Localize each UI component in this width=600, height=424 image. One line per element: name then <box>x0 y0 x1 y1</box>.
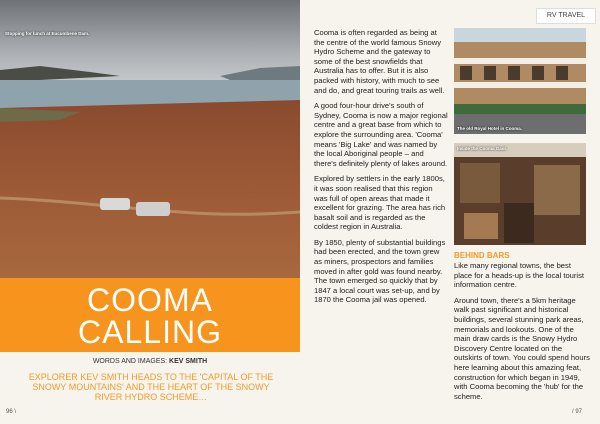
paragraph: A good four-hour drive's south of Sydney, Cooma is now a major regional centre and a great base from which to explore the surrounding area. 'Cooma' means 'Big Lake' and was named by the local Aboriginal people – and there's definitely plenty of lakes around. <box>314 101 448 168</box>
byline-label: WORDS AND IMAGES: <box>92 358 170 365</box>
hotel-illustration <box>454 28 586 134</box>
page-number-left: 96 \ <box>6 409 17 415</box>
byline <box>0 358 300 365</box>
vehicle-1 <box>100 198 130 210</box>
paragraph: Explored by settlers in the early 1800s, it was soon realised that this region was full of open areas that made it excellent for grazing. The area has rich basalt soil and is regarded as the coldest region in Australia. <box>314 174 446 232</box>
paragraph: Like many regional towns, the best place for a heads-up is the local tourist information centre. <box>454 261 585 290</box>
paragraph: Around town, there's a 5km heritage walk past significant and historical buildings, several stunning park areas, memorials and lookouts. One of the main draw cards is the Snowy Hydro Discovery Centre located on the outskirts of town. You could spend hours here learning about this amazing feat, construction for which began in 1949, with Cooma becoming the 'hub' for the scheme. <box>454 295 590 401</box>
royal-hotel-photo <box>454 28 586 134</box>
standfirst: EXPLORER KEV SMITH HEADS TO THE 'CAPITAL OF THE SNOWY MOUNTAINS' AND THE HEART OF THE SNOWY RIVER HYDRO SCHEME… <box>28 372 274 402</box>
page-number-right: / 97 <box>572 409 583 415</box>
gaol-interior-photo <box>454 143 586 245</box>
byline-author: KEV SMITH <box>169 358 208 365</box>
section-heading: BEHIND BARS <box>454 251 510 260</box>
section-tag: RV TRAVEL <box>536 8 596 24</box>
title-line-2: CALLING <box>78 314 222 350</box>
paragraph: By 1850, plenty of substantial buildings had been erected, and the town grew as miners, prospectors and families moved in after gold was found nearby. The town emerged so quickly that by 1847 a local court was set-up, and by 1870 the Cooma jail was opened. <box>314 237 446 305</box>
paragraph: Cooma is often regarded as being at the centre of the world famous Snowy Hydro Scheme and the gateway to some of the best snowfields that Australia has to offer. But it is also packed with history, with much to see and do, and great touring trails as well. <box>314 28 445 95</box>
hotel-caption: The old Royal Hotel in Cooma. <box>457 126 523 131</box>
dam-landscape-illustration <box>0 0 300 278</box>
body-column-1 <box>314 28 448 311</box>
gaol-interior-illustration <box>454 143 586 245</box>
dam-landscape-photo <box>0 0 300 278</box>
vehicle-2 <box>136 202 170 216</box>
title-banner <box>0 278 300 352</box>
photo-caption: Stopping for lunch at Eucumbene Dam. <box>5 31 90 36</box>
gaol-caption: Inside the Cooma Gaol. <box>457 146 508 151</box>
body-column-2 <box>454 251 590 407</box>
title-line-1: COOMA <box>87 282 213 318</box>
